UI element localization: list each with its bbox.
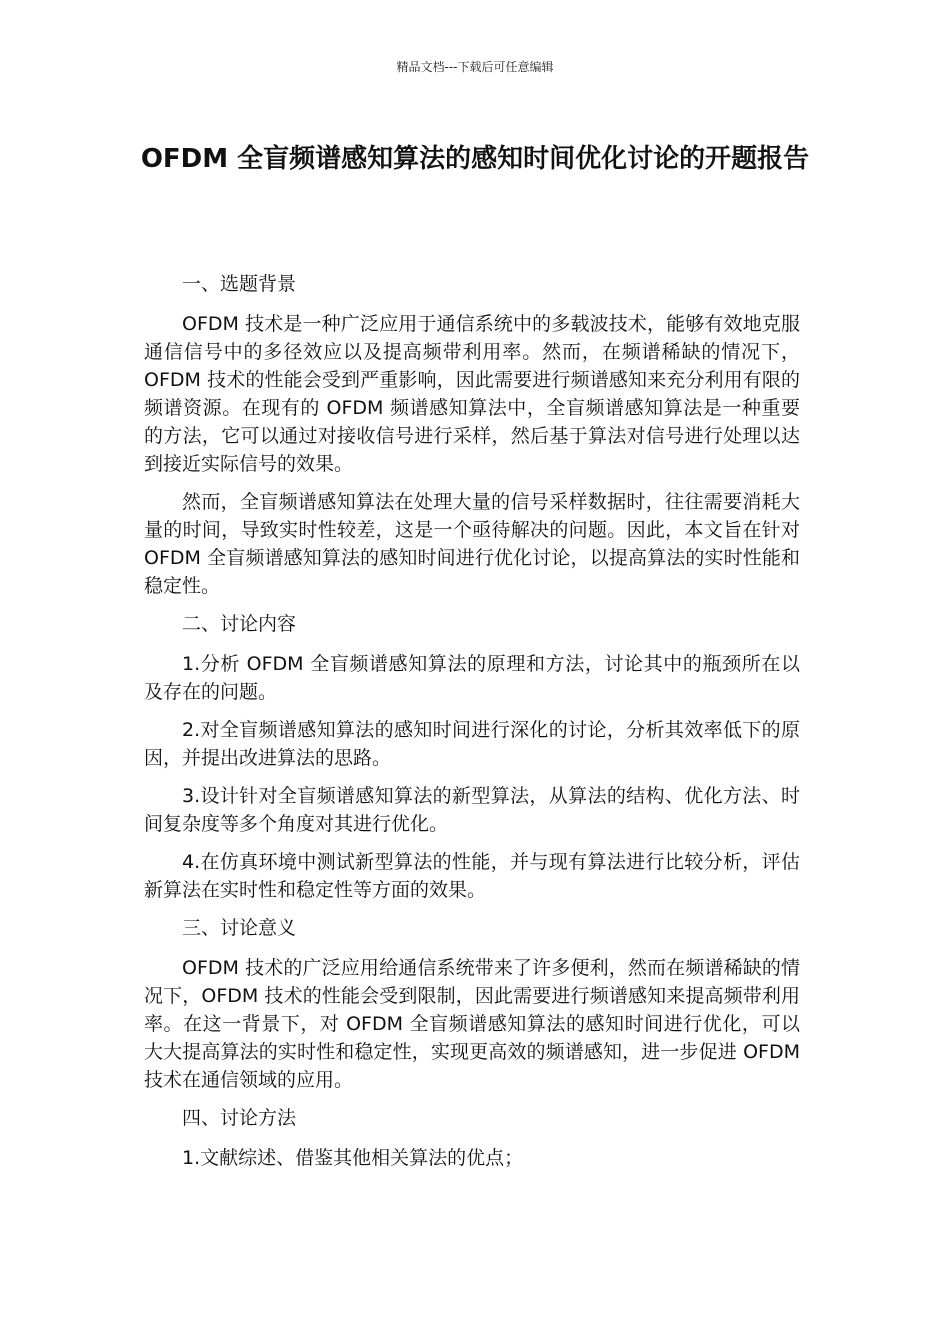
list-item: 2.对全盲频谱感知算法的感知时间进行深化的讨论，分析其效率低下的原因，并提出改进算法的思路。: [144, 719, 800, 769]
section-heading-significance: 三、讨论意义: [182, 917, 297, 939]
section-heading-background: 一、选题背景: [182, 273, 297, 295]
paragraph: OFDM 技术的广泛应用给通信系统带来了许多便利，然而在频谱稀缺的情况下，OFDM 技术的性能会受到限制，因此需要进行频谱感知来提高频带利用率。在这一背景下，对 OFDM 全盲频谱感知算法的感知时间进行优化，可以大大提高算法的实时性和稳定性，实现更高效的频谱感知，进一步促进 OFDM 技术在通信领域的应用。: [144, 957, 800, 1091]
paragraph: OFDM 技术是一种广泛应用于通信系统中的多载波技术，能够有效地克服通信信号中的多径效应以及提高频带利用率。然而，在频谱稀缺的情况下，OFDM 技术的性能会受到严重影响，因此需要进行频谱感知来充分利用有限的频谱资源。在现有的 OFDM 频谱感知算法中，全盲频谱感知算法是一种重要的方法，它可以通过对接收信号进行采样，然后基于算法对信号进行处理以达到接近实际信号的效果。: [144, 313, 800, 475]
section-heading-content: 二、讨论内容: [182, 613, 297, 635]
list-item: 3.设计针对全盲频谱感知算法的新型算法，从算法的结构、优化方法、时间复杂度等多个角度对其进行优化。: [144, 785, 800, 835]
document-body: [144, 270, 800, 1182]
list-item: 1.分析 OFDM 全盲频谱感知算法的原理和方法，讨论其中的瓶颈所在以及存在的问题。: [144, 653, 800, 703]
section-heading-method: 四、讨论方法: [182, 1107, 297, 1129]
list-item: 1.文献综述、借鉴其他相关算法的优点；: [182, 1147, 524, 1169]
page-header-note: 精品文档---下载后可任意编辑: [396, 60, 554, 74]
document-title: OFDM 全盲频谱感知算法的感知时间优化讨论的开题报告: [140, 144, 810, 174]
list-item: 4.在仿真环境中测试新型算法的性能，并与现有算法进行比较分析，评估新算法在实时性和稳定性等方面的效果。: [144, 851, 800, 901]
paragraph: 然而，全盲频谱感知算法在处理大量的信号采样数据时，往往需要消耗大量的时间，导致实时性较差，这是一个亟待解决的问题。因此，本文旨在针对 OFDM 全盲频谱感知算法的感知时间进行优化讨论，以提高算法的实时性能和稳定性。: [144, 491, 800, 597]
